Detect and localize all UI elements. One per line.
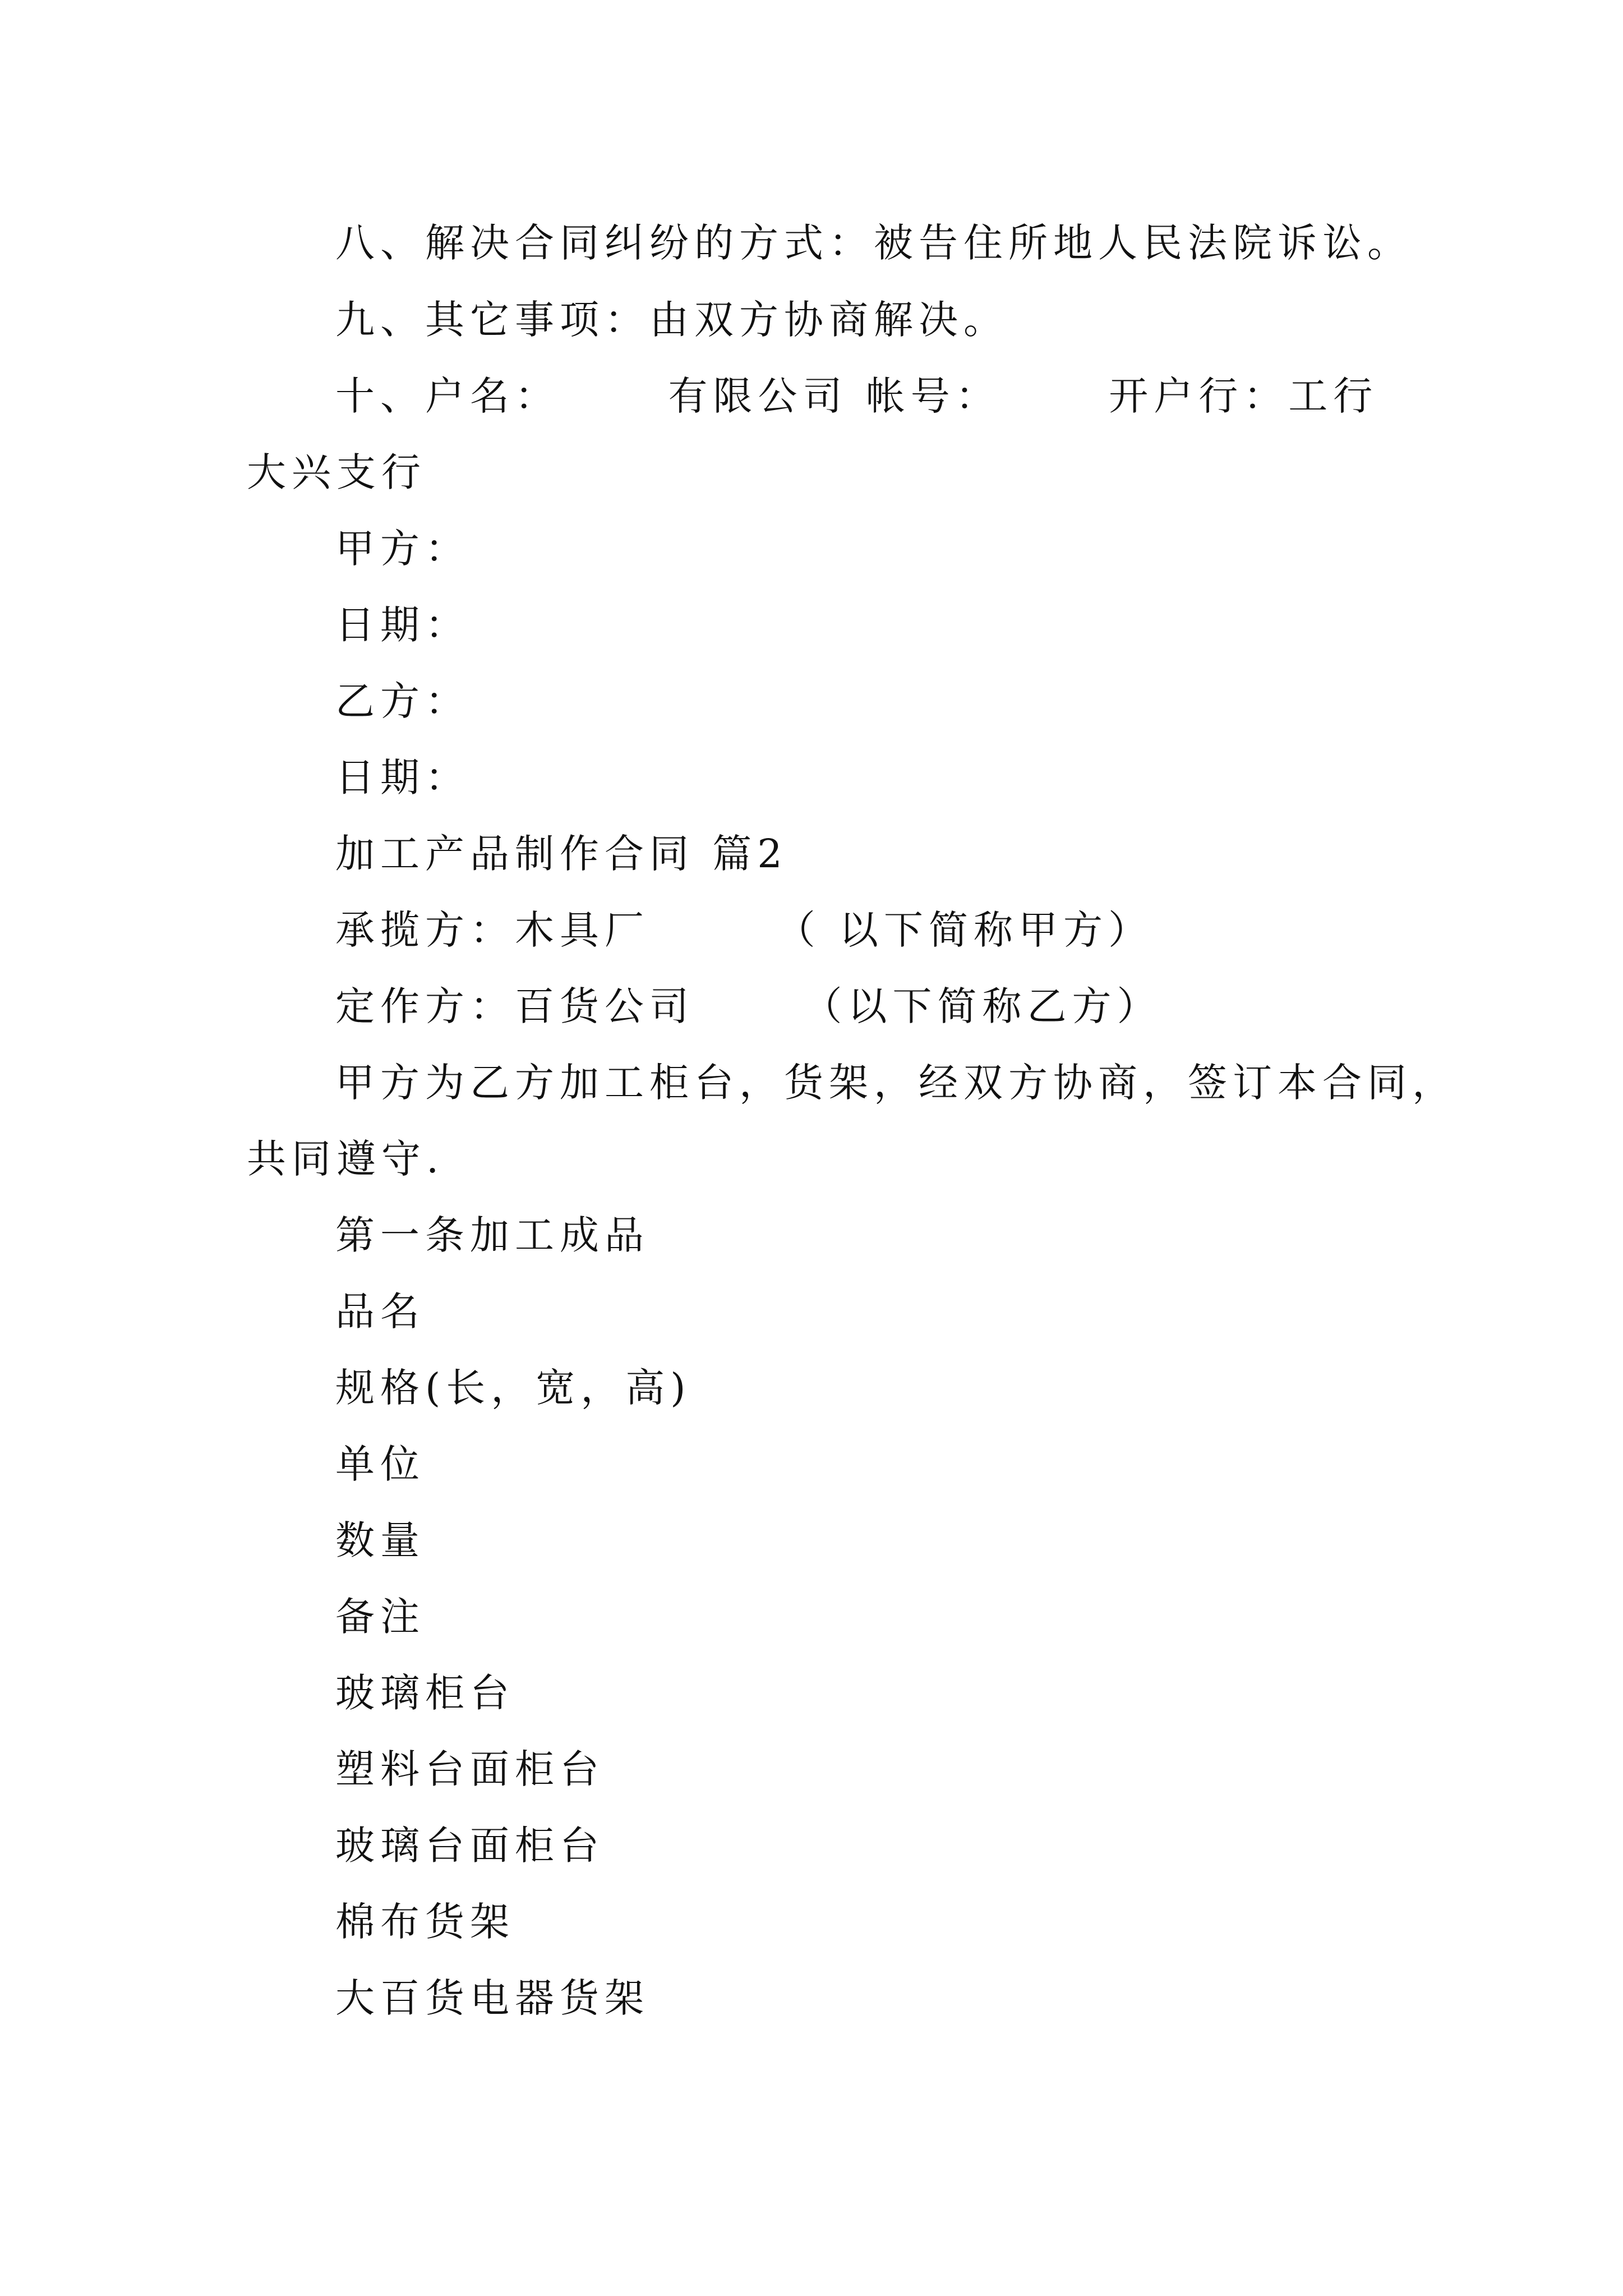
party-b-date-label: 日期： [335, 754, 470, 800]
clause-8-dispute-resolution: 八、解决合同纠纷的方式：被告住所地人民法院诉讼。 [335, 220, 1412, 266]
party-a-date-label: 日期： [335, 602, 470, 648]
clause-10-account-info: 十、户名： 有限公司 帐号： 开户行：工行 [335, 373, 1378, 419]
preamble-line-2: 共同遵守. [247, 1136, 445, 1182]
field-product-name: 品名 [335, 1289, 425, 1335]
product-cotton-shelf: 棉布货架 [335, 1899, 515, 1945]
field-remarks: 备注 [335, 1594, 425, 1640]
party-b-label: 乙方： [335, 678, 470, 724]
contract-2-title: 加工产品制作合同 篇2 [335, 831, 788, 877]
product-appliance-shelf: 大百货电器货架 [335, 1975, 649, 2021]
clause-10-bank-branch: 大兴支行 [247, 449, 426, 495]
field-specification: 规格(长，宽，高) [335, 1365, 691, 1411]
product-glass-counter: 玻璃柜台 [335, 1670, 515, 1716]
product-plastic-top-counter: 塑料台面柜台 [335, 1746, 605, 1792]
article-1-heading: 第一条加工成品 [335, 1212, 649, 1258]
contractor-line: 承揽方：木具厂 （ 以下简称甲方） [335, 907, 1154, 953]
field-quantity: 数量 [335, 1517, 425, 1563]
clause-9-other-matters: 九、其它事项：由双方协商解决。 [335, 297, 1008, 343]
field-unit: 单位 [335, 1441, 425, 1487]
preamble-line-1: 甲方为乙方加工柜台，货架，经双方协商，签订本合同， [335, 1060, 1457, 1106]
product-glass-top-counter: 玻璃台面柜台 [335, 1823, 605, 1869]
orderer-line: 定作方：百货公司 （以下简称乙方） [335, 983, 1162, 1029]
party-a-label: 甲方： [335, 526, 470, 572]
